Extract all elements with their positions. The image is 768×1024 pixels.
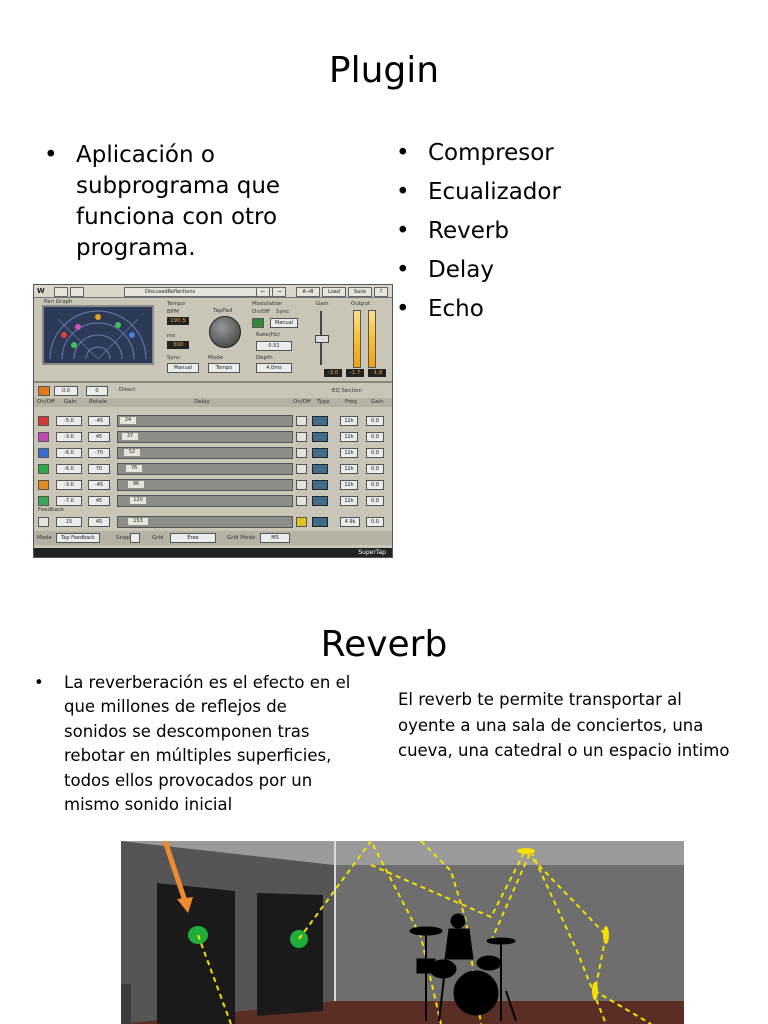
feedback-rotate-field: 45 (88, 517, 110, 527)
plugin-types-list (396, 134, 696, 329)
feedback-gain-field: 15 (56, 517, 82, 527)
preset-name-field: DiscusedReflections (124, 287, 276, 297)
eq-on-button (296, 464, 307, 474)
ab-button: A→B (296, 287, 320, 297)
depth-label: Depth (256, 355, 273, 361)
tap-delay-value: 37 (122, 433, 138, 440)
copy-button (70, 287, 84, 297)
load-button: Load (322, 287, 346, 297)
tap-row (34, 476, 392, 492)
tap-rotate-field: 70 (88, 464, 110, 474)
reverb-definition-list (34, 671, 352, 817)
tap-delay-bar (117, 431, 293, 443)
tap-dot (95, 314, 101, 320)
output-label: Output (351, 301, 371, 307)
type-header: Type (317, 399, 330, 405)
direct-rotate-field: 0 (86, 386, 108, 396)
bpm-label: BPM (167, 309, 179, 315)
eq-gain-field: 0.0 (366, 432, 384, 442)
definition-list (44, 140, 324, 264)
reflector (603, 926, 609, 944)
eq-on-button (296, 416, 307, 426)
tap-row (34, 460, 392, 476)
eq-freq-field: 12k (340, 416, 358, 426)
eq-gain-field: 0.0 (366, 448, 384, 458)
feedback-eq-type-icon (312, 517, 328, 527)
direct-gain-field: 0.0 (54, 386, 78, 396)
tap-delay-value: 120 (130, 497, 146, 504)
reverb-room-illustration (121, 841, 684, 1024)
onoff-header: On/Off (37, 399, 55, 405)
ms-label: ms (167, 333, 176, 339)
tap-on-button (38, 496, 49, 506)
tap-gain-field: -3.0 (56, 480, 82, 490)
tap-on-button (38, 416, 49, 426)
pan-graph-display (42, 305, 154, 365)
reverb-description: El reverb te permite transportar al oyente a una sala de conciertos, una cueva, una catedral o un espacio intimo (398, 690, 730, 760)
eq-type-icon (312, 464, 328, 474)
tap-rotate-field: -45 (88, 416, 110, 426)
eq-section-label: EQ Section (332, 388, 362, 394)
eq-on-button (296, 432, 307, 442)
eq-type-icon (312, 448, 328, 458)
snap-label: Snap (116, 535, 130, 541)
tap-gain-field: -6.0 (56, 464, 82, 474)
tap-row (34, 444, 392, 460)
tap-rotate-field: -45 (88, 480, 110, 490)
eqgain-header: Gain (371, 399, 384, 405)
light-fixture (517, 848, 535, 854)
tap-dot (61, 332, 67, 338)
slide-title-plugin: Plugin (328, 50, 440, 91)
feedback-eq-gain: 0.0 (366, 517, 384, 527)
prev-preset-button: ← (256, 287, 270, 297)
plugin-type-item: • Ecualizador (396, 173, 696, 212)
eq-type-icon (312, 416, 328, 426)
direct-on-button (38, 386, 50, 396)
tap-delay-bar (117, 479, 293, 491)
tap-dot (115, 322, 121, 328)
tempo-label: Tempo (167, 301, 186, 307)
eq-freq-field: 12k (340, 464, 358, 474)
tap-row (34, 428, 392, 444)
tap-dot (129, 332, 135, 338)
feedback-row (34, 513, 392, 529)
eq-on-button (296, 448, 307, 458)
tap-gain-field: -6.0 (56, 448, 82, 458)
tap-on-button (38, 448, 49, 458)
tap-delay-value: 96 (128, 481, 144, 488)
grid-select: Eree (170, 533, 216, 543)
mode-select: Tempo (208, 363, 240, 373)
separator (34, 381, 392, 383)
tap-on-button (38, 432, 49, 442)
tap-gain-field: -5.0 (56, 416, 82, 426)
feedback-eq-freq: 4.9k (340, 517, 360, 527)
output-right-value: -1.8 (368, 369, 386, 377)
definition-bullet: • Aplicación o subprograma que funciona con otro programa. (44, 140, 324, 264)
tap-delay-bar (117, 463, 293, 475)
gain-label: Gain (316, 301, 329, 307)
bpm-display: 190.5 (167, 317, 189, 325)
plugin-type-item: • Reverb (396, 212, 696, 251)
save-button: Save (348, 287, 372, 297)
tap-table-header (34, 398, 392, 407)
grid-label: Grid (152, 535, 164, 541)
eq-on-button (296, 480, 307, 490)
grid-mode-label: Grid Mode (227, 535, 256, 541)
ms-display: 300 (167, 341, 189, 349)
tap-delay-bar (117, 415, 293, 427)
eq-type-icon (312, 432, 328, 442)
tap-delay-bar (117, 447, 293, 459)
tap-delay-value: 76 (126, 465, 142, 472)
plugin-type-item: • Delay (396, 251, 696, 290)
plugin-status-bar (34, 548, 392, 557)
help-button: ? (374, 287, 388, 297)
tap-rotate-field: 45 (88, 432, 110, 442)
acoustic-panel-right (257, 893, 323, 1016)
delay-header: Delay (194, 399, 210, 405)
plugin-toolbar (34, 285, 392, 298)
mode-label: Mode (208, 355, 223, 361)
side-panel (121, 984, 131, 1024)
mod-sync-label: Sync (276, 309, 290, 315)
depth-field: 4.0ms (256, 363, 292, 373)
feedback-delay-bar (117, 516, 293, 528)
waves-logo-icon: W (37, 287, 45, 295)
eq-freq-field: 12k (340, 496, 358, 506)
tap-dot (71, 342, 77, 348)
snap-checkbox (130, 533, 140, 543)
output-left-value: -1.7 (346, 369, 364, 377)
eq-freq-field: 12k (340, 432, 358, 442)
reflector (592, 982, 598, 1000)
reverb-definition-bullet: • La reverberación es el efecto en el que millones de reflejos de sonidos se descomponen tras rebotar en múltiples superficies, todos ellos provocados por un mismo sonido inicial (34, 671, 352, 817)
direct-label: Direct (119, 387, 136, 393)
tap-on-button (38, 480, 49, 490)
plugin-type-item: • Echo (396, 290, 696, 329)
brand-label: SuperTap (358, 549, 386, 556)
output-meter-left (353, 310, 361, 368)
eq-type-icon (312, 496, 328, 506)
mod-on-button (252, 318, 264, 328)
mod-sync-select: Manual (270, 318, 298, 328)
freq-header: Freq (345, 399, 357, 405)
tap-delay-value: 24 (120, 417, 136, 424)
mode-bottom-label: Mode (37, 535, 52, 541)
pan-graph-svg (44, 307, 152, 363)
undo-button (54, 287, 68, 297)
gain-fader-handle (315, 335, 329, 343)
bottom-controls (34, 531, 392, 545)
eq-gain-field: 0.0 (366, 480, 384, 490)
slide-title-reverb: Reverb (320, 624, 448, 665)
eq-gain-field: 0.0 (366, 464, 384, 474)
mod-onoff-label: On/Off (252, 309, 270, 315)
modulation-label: Modulation (252, 301, 283, 307)
tap-mode-select: Tap Feedback (56, 533, 100, 543)
feedback-eq-on-button (296, 517, 307, 527)
plugin-type-item: • Compresor (396, 134, 696, 173)
next-preset-button: → (272, 287, 286, 297)
eq-freq-field: 12k (340, 448, 358, 458)
sync-select: Manual (167, 363, 199, 373)
tap-delay-value: 52 (124, 449, 140, 456)
tap-row (34, 412, 392, 428)
eq-freq-field: 12k (340, 480, 358, 490)
eq-gain-field: 0.0 (366, 496, 384, 506)
eq-type-icon (312, 480, 328, 490)
plugin-window-image (33, 284, 393, 558)
gain-header: Gain (64, 399, 77, 405)
tap-rotate-field: 45 (88, 496, 110, 506)
feedback-label: Feedback (38, 507, 65, 513)
gain-value: -3.0 (324, 369, 342, 377)
tap-gain-field: -7.0 (56, 496, 82, 506)
pan-graph-label: Pan Graph (44, 299, 73, 305)
tap-on-button (38, 464, 49, 474)
tap-dot (75, 324, 81, 330)
tap-delay-bar (117, 495, 293, 507)
tap-pad-label: TapPad (213, 308, 233, 314)
room-svg (121, 841, 684, 1024)
rate-field: 0.51 (256, 341, 292, 351)
grid-mode-select: MS (260, 533, 290, 543)
output-meter-right (368, 310, 376, 368)
eq-gain-field: 0.0 (366, 416, 384, 426)
eq-on-button (296, 496, 307, 506)
rate-label: Rate(Hz) (256, 332, 280, 338)
feedback-on-button (38, 517, 49, 527)
tap-pad-knob (209, 316, 241, 348)
tap-rotate-field: -70 (88, 448, 110, 458)
sync-label: Sync (167, 355, 181, 361)
feedback-delay-value: 153 (128, 518, 148, 525)
tap-gain-field: -3.0 (56, 432, 82, 442)
eq-onoff-header: On/Off (293, 399, 311, 405)
tap-row (34, 492, 392, 508)
rotate-header: Rotate (89, 399, 108, 405)
